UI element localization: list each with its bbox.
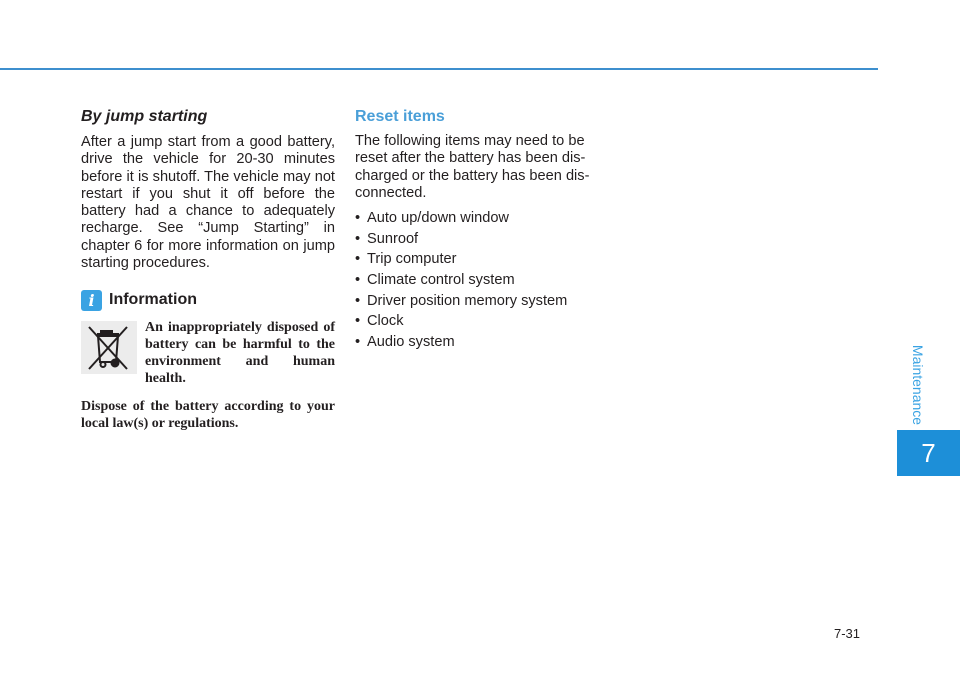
list-item: • Auto up/down window <box>355 210 509 227</box>
jump-starting-heading: By jump starting <box>81 108 208 125</box>
left-column <box>81 107 335 432</box>
page-number: 7-31 <box>834 626 861 641</box>
reset-items-intro: The following items may need to be reset after the battery has been discharged or the battery has been disconnected. <box>355 133 590 201</box>
chapter-tab: 7 <box>897 430 960 476</box>
list-item: • Trip computer <box>355 251 457 268</box>
information-header <box>81 289 335 311</box>
list-item: • Climate control system <box>355 271 515 288</box>
information-body <box>81 319 335 432</box>
list-item: • Audio system <box>355 333 455 350</box>
right-column <box>355 107 613 352</box>
reset-items-heading: Reset items <box>355 108 445 125</box>
reset-items-list <box>355 208 613 352</box>
jump-starting-paragraph: After a jump start from a good battery, drive the vehicle for 20-30 minutes before it is shutoff. The vehicle may not restart if you shut it off before the battery had a chance to adequately recharge. See “Jump Starting” in chapter 6 for more information on jump starting procedures. <box>81 134 335 272</box>
list-item: • Clock <box>355 313 404 330</box>
list-item: • Sunroof <box>355 230 419 247</box>
maintenance-label: Maintenance <box>910 344 926 426</box>
info-icon: i <box>81 290 102 311</box>
disposal-instruction: Dispose of the battery according to your local law(s) or regulations. <box>81 399 335 432</box>
header-rule <box>0 68 878 70</box>
list-item: • Driver position memory system <box>355 292 568 309</box>
crossed-out-bin-icon <box>81 321 137 374</box>
section-tab-label <box>907 340 929 430</box>
information-title: Information <box>109 291 197 309</box>
disposal-warning: An inappropriately disposed of battery can be harmful to the environment and human health. <box>145 320 335 387</box>
